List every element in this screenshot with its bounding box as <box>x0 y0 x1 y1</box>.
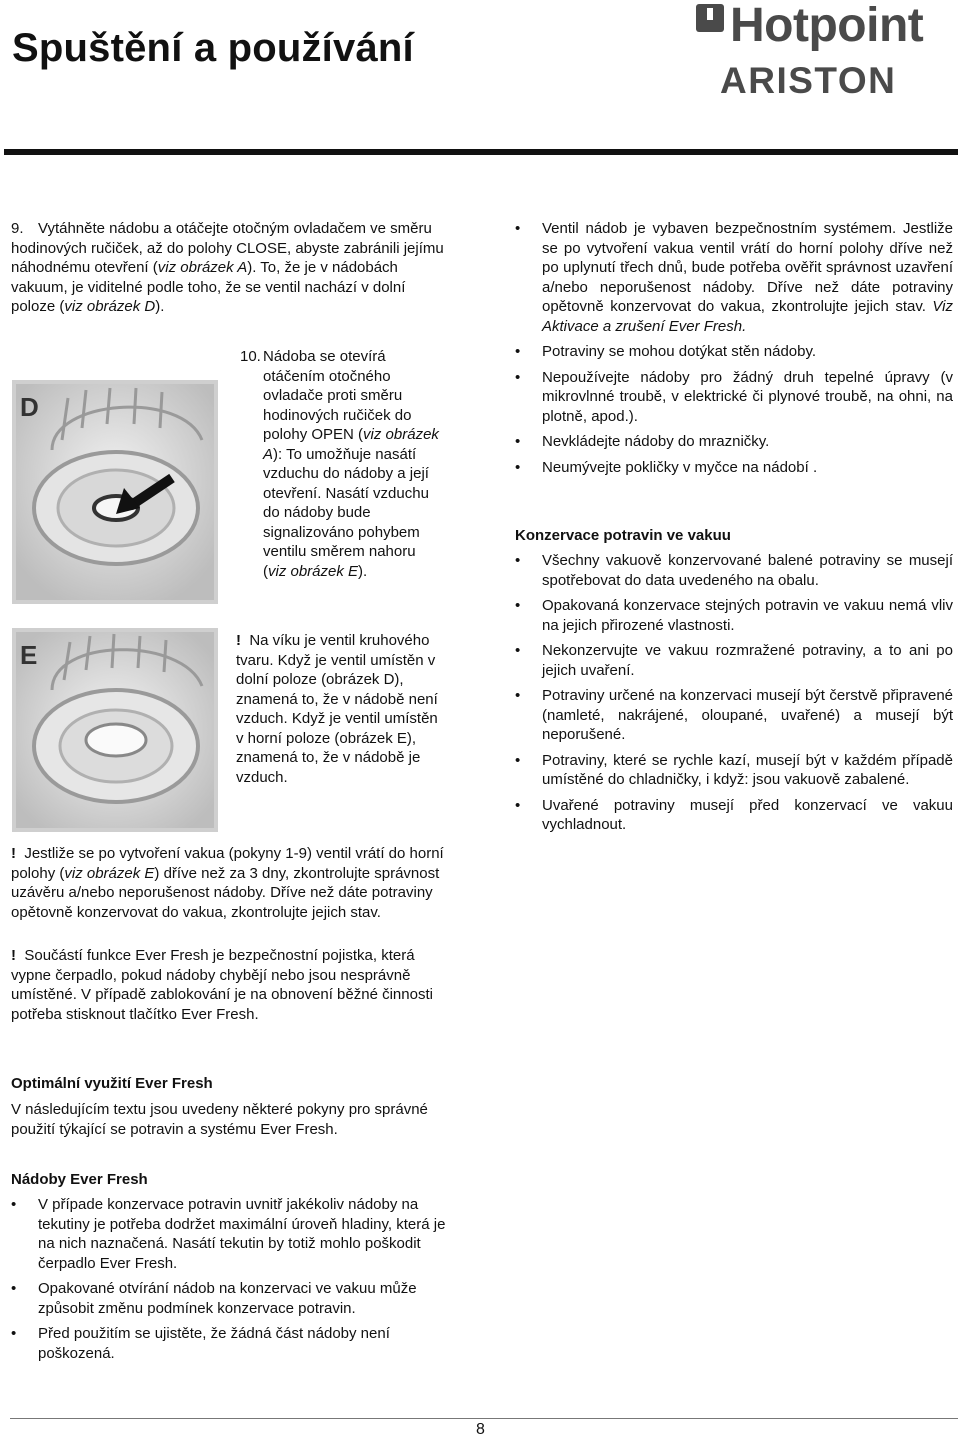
warning-safety-text: Součástí funkce Ever Fresh je bezpečnostní pojistka, která vypne čerpadlo, pokud nádoby chybějí nebo jsou nesprávně umístěné. V případě zablokování je na obnovení běžné činnosti potřeba stisknout tlačítko Ever Fresh. <box>11 947 433 1023</box>
list-item-text: Potraviny určené na konzervaci musejí být čerstvě připravené (namleté, nakrájené, oloupané, uvařené) a musejí být neporušené. <box>542 687 953 743</box>
list-item <box>515 686 953 745</box>
section-heading-optimal: Optimální využití Ever Fresh <box>11 1075 213 1092</box>
step-10-text-2: ): To umožňuje nasátí vzduchu do nádoby a její otevření. Nasátí vzduchu do nádoby bude signalizováno pohybem ventilu směrem nahoru ( <box>263 445 429 580</box>
list-item-text: Neumývejte pokličky v myčce na nádobí . <box>542 458 818 476</box>
safety-list <box>515 219 953 483</box>
bullet-icon: • <box>11 1280 17 1297</box>
list-item <box>515 641 953 680</box>
bullet-icon: • <box>515 687 521 704</box>
step-10-ref-a: viz obrázek A <box>263 426 439 463</box>
list-item <box>11 1279 456 1318</box>
warning-mark: ! <box>236 632 241 649</box>
bullet-icon: • <box>11 1196 17 1213</box>
list-item <box>515 342 953 362</box>
list-item <box>11 1324 456 1363</box>
step-10 <box>240 347 440 581</box>
list-item <box>515 796 953 835</box>
bullet-icon: • <box>515 433 521 450</box>
list-item-text: Potraviny se mohou dotýkat stěn nádoby. <box>542 343 817 360</box>
section-heading-containers: Nádoby Ever Fresh <box>11 1171 148 1188</box>
list-item-text: Ventil nádob je vybaven bezpečnostním systémem. Jestliže se po vytvoření vakua ventil vrátí do horní polohy dříve než po uplynutí třech dnů, bude potřeba ověřit správnost uzavření a/nebo neporušenost nádoby. Dříve než dáte potraviny opětovně konzervovat do vakua, zkontrolujte jejich stav. <box>542 220 953 315</box>
warning-reopen-text: Jestliže se po vytvoření vakua (pokyny 1-9) ventil vrátí do horní polohy ( <box>11 845 444 882</box>
bullet-icon: • <box>515 796 521 814</box>
warning-reopen-ref-e: viz obrázek E <box>64 864 155 882</box>
list-item <box>515 458 953 478</box>
list-item-text: Potraviny, které se rychle kazí, musejí být v každém případě umístěné do chladničky, i když: jsou vakuově zabalené. <box>542 751 953 788</box>
step-10-text-3: ). <box>358 562 368 580</box>
bullet-icon: • <box>515 751 521 769</box>
bullet-icon: • <box>515 368 521 386</box>
warning-safety <box>11 946 456 1024</box>
step-9-text: Vytáhněte nádobu a otáčejte otočným ovladačem ve směru hodinových ručiček, až do polohy CLOSE, abyste zabránili jejímu náhodnému otevření ( <box>11 220 444 276</box>
list-item <box>515 596 953 635</box>
bullet-icon: • <box>515 343 521 360</box>
list-item <box>515 551 953 590</box>
conservation-list <box>515 551 953 841</box>
header-divider <box>4 149 958 155</box>
list-item-text: V případe konzervace potravin uvnitř jakékoliv nádoby na tekutiny je potřeba dodržet maximální úroveň hladiny, která je na nich naznačená. Nasátí tekutin by totiž mohlo poškodit čerpadlo Ever Fresh. <box>38 1196 446 1272</box>
warning-reopen-text-2: ) dříve než za 3 dny, zkontrolujte správnost uzávěru a/nebo neporušenost nádoby. Dříve než dáte potraviny opětovně konzervovat do vakua, zkontrolujte jejich stav. <box>11 864 440 921</box>
warning-mark: ! <box>11 845 16 862</box>
figure-d-lid-valve-down <box>12 380 218 604</box>
list-item-text: Před použitím se ujistěte, že žádná část nádoby není poškozená. <box>38 1325 390 1362</box>
warning-mark: ! <box>11 947 16 964</box>
list-item-text: Uvařené potraviny musejí před konzervací ve vakuu vychladnout. <box>542 796 953 833</box>
figure-d-label: D <box>20 392 39 422</box>
brand-name: Hotpoint <box>730 0 924 52</box>
step-9-text-2: ). To, že je v nádobách vakuum, je viditelné podle toho, že se ventil nachází v dolní poloze ( <box>11 259 406 315</box>
section-text-optimal: V následujícím textu jsou uvedeny některé pokyny pro správné použití týkající se potravin a systému Ever Fresh. <box>11 1101 428 1138</box>
list-item <box>515 432 953 452</box>
list-item-text: Všechny vakuově konzervované balené potraviny se musejí spotřebovat do data uvedeného na obalu. <box>542 552 953 589</box>
list-item-text: Nepoužívejte nádoby pro žádný druh tepelné úpravy (v mikrovlnné troubě, v elektrické či plynové troubě, na ohni, na plotně, apod.). <box>542 368 953 425</box>
brand-subname: ARISTON <box>720 60 897 101</box>
list-item-text: Opakované otvírání nádob na konzervaci ve vakuu může způsobit změnu podmínek konzervace potravin. <box>38 1280 417 1317</box>
step-9-ref-a: viz obrázek A <box>157 259 248 276</box>
step-10-text: Nádoba se otevírá otáčením otočného ovladače proti směru hodinových ručiček do polohy OPEN ( <box>263 348 412 443</box>
section-heading-conservation: Konzervace potravin ve vakuu <box>515 527 731 544</box>
list-item-text: Nevkládejte nádoby do mrazničky. <box>542 433 770 450</box>
list-item <box>515 219 953 336</box>
list-item-text: Opakovaná konzervace stejných potravin ve vakuu nemá vliv na jejich přirozené vlastnosti. <box>542 597 953 634</box>
containers-list <box>11 1195 456 1369</box>
footer-divider <box>10 1418 958 1419</box>
bullet-icon: • <box>515 220 521 237</box>
figure-e-lid-valve-up <box>12 628 218 832</box>
bullet-icon: • <box>515 552 521 569</box>
bullet-icon: • <box>515 597 521 614</box>
valve-note-text: Na víku je ventil kruhového tvaru. Když je ventil umístěn v dolní poloze (obrázek D), znamená to, že v nádobě není vzduch. Když je ventil umístěn v horní poloze (obrázek E), znamená to, že v nádobě je vzduch. <box>236 632 438 786</box>
list-item <box>515 368 953 427</box>
list-item <box>515 751 953 790</box>
step-10-number: 10. <box>240 348 261 365</box>
valve-note <box>236 631 441 787</box>
logo-square-icon <box>696 4 724 32</box>
bullet-icon: • <box>515 642 521 659</box>
step-9-text-3: ). <box>155 298 165 315</box>
step-9 <box>11 219 451 317</box>
step-10-ref-e: viz obrázek E <box>268 562 359 580</box>
bullet-icon: • <box>515 458 521 476</box>
figure-e-label: E <box>20 640 38 670</box>
step-9-ref-d: viz obrázek D <box>64 298 156 315</box>
list-item-text: Nekonzervujte ve vakuu rozmražené potraviny, a to ani po jejich uvaření. <box>542 642 953 679</box>
list-item <box>11 1195 456 1273</box>
list-item-reference: Viz Aktivace a zrušení Ever Fresh. <box>542 298 953 335</box>
step-9-number: 9. <box>11 220 24 237</box>
bullet-icon: • <box>11 1325 17 1342</box>
brand-logo <box>690 0 950 110</box>
page-number: 8 <box>476 1421 485 1438</box>
page-title: Spuštění a používání <box>12 26 414 70</box>
warning-reopen <box>11 844 456 922</box>
